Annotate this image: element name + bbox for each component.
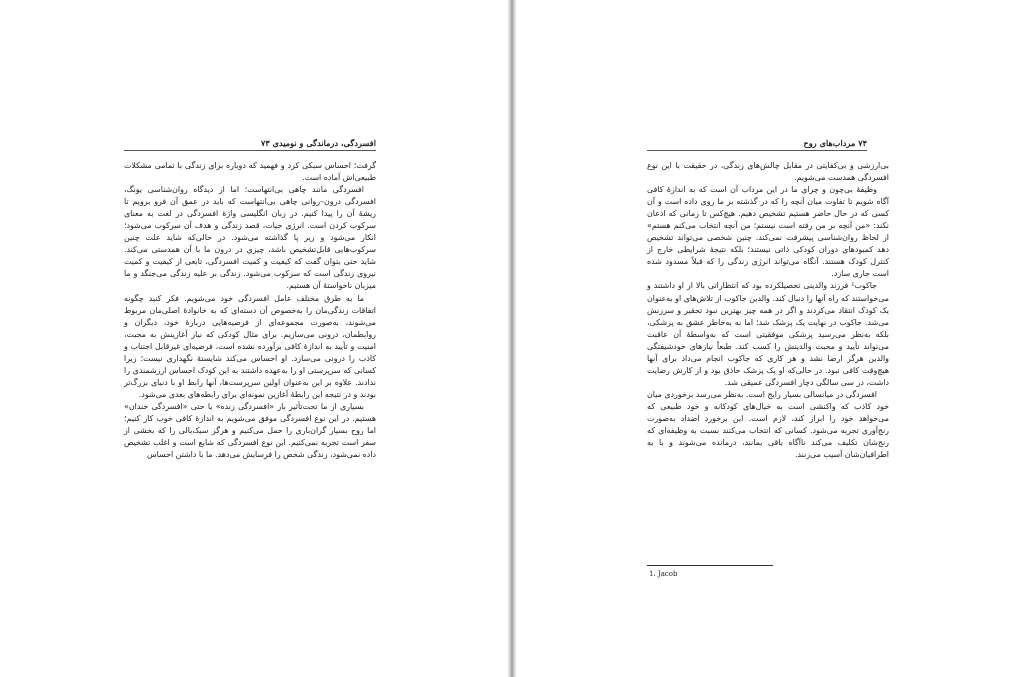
book-gutter: [508, 0, 516, 677]
left-running-head: افسردگی، درماندگی و نومیدی ۷۳: [124, 138, 376, 151]
left-body-text: [124, 160, 376, 461]
left-page: [0, 0, 508, 677]
footnote-rule: [647, 565, 773, 566]
left-paragraph: بسیاری از ما تحت‌تأثیر بار «افسردگی زنده» یا حتی «افسردگی خندان» هستیم. در این نوع افسردگی موفق می‌شویم به اندازهٔ کافی خوب کار کنیم؛ اما روح بسیار گران‌باری را حمل می‌کنیم و هرگز سبک‌بالی را که بخشی از سفر است تجربه نمی‌کنیم. این نوع افسردگی که شایع است و اغلب تشخیص داده نمی‌شود، زندگی شخص را فرسایش می‌دهد. ما با داشتن احساس: [124, 401, 376, 460]
left-paragraph: ما به طرق مختلف عامل افسردگی خود می‌شویم. فکر کنید چگونه اتفاقات زندگی‌مان را به‌خصوص آن دسته‌ای که به خانوادهٔ اصلی‌مان مربوط می‌شوند، به‌صورت مجموعه‌ای از فرضیه‌هایی دربارهٔ خود، دیگران و روابطمان، درونی می‌سازیم. برای مثال کودکی که نیاز آغازینش به محبت، امنیت و تأیید به اندازهٔ کافی برآورده نشده است، فرضیه‌ای غیرقابل اجتناب و کاذب را درونی می‌سازد. او احساس می‌کند شایستهٔ نگهداری نیست؛ زیرا کسانی که سرپرستی او را به‌عهده داشتند به این کودک احساس ارزشمندی را ندادند. علاوه بر این به‌عنوان اولین سرپرست‌ها، آنها رابط او با دنیای بزرگ‌تر بودند و در نتیجه این رابطهٔ آغازین نمونه‌ای برای رابطه‌های بعدی می‌شود.: [124, 293, 376, 399]
right-paragraph: جاکوب¹ فرزند والدینی تحصیلکرده بود که انتظاراتی بالا از او داشتند و می‌خواستند که راه آنها را دنبال کند. والدین جاکوب از تلاش‌های او به‌عنوان یک کودک انتقاد می‌کردند و اگر در همه چیز بهترین نبود تحقیر و سرزنش می‌شد. جاکوب در نهایت یک پزشک شد؛ اما نه به‌خاطر عشق به پزشکی، بلکه به‌نظر می‌رسید پزشکی موفقیتی است که به‌واسطهٔ آن عاقبت می‌تواند تأیید و محبت والدینش را کسب کند. طبعاً نیازهای خودشیفتگی والدین هرگز ارضا نشد و هر کاری که جاکوب انجام می‌داد برای آنها هیچ‌وقت کافی نبود. در حالی‌که او یک پزشک حاذق بود و از کارش رضایت داشت، در سی سالگی دچار افسردگی عمیقی شد.: [647, 281, 889, 387]
right-paragraph: افسردگی در میانسالی بسیار رایج است. به‌نظر می‌رسد برخوردی میان خود کاذب که واکنشی است به خیال‌های کودکانه و خود طبیعی که می‌خواهد خود را ابراز کند، لازم است. این برخورد اضداد به‌صورت رنج‌آوری تجربه می‌شود. کسانی که انتخاب می‌کنند نسبت به وظیفه‌ای که رنج‌شان تکلیف می‌کند ناآگاه باقی بمانند، درمانده می‌شوند و یا به اطرافیان‌شان آسیب می‌زنند.: [647, 389, 889, 460]
right-paragraph: وظیفهٔ بی‌چون و چرای ما در این مرداب آن است که به اندازهٔ کافی آگاه شویم تا تفاوت میان آنچه را که در گذشته بر ما روی داده است و آن کسی که در حال حاضر هستیم تشخیص دهیم. هیچ‌کس تا زمانی که اذعان نکند: «من آنچه بر من رفته است نیستم؛ من آنچه انتخاب می‌کنم هستم» از لحاظ روان‌شناسی پیشرفت نمی‌کند. چنین شخصی می‌تواند تشخیص دهد کمبودهای دوران کودکی ذاتی نیستند؛ بلکه نتیجهٔ شرایطی خارج از کنترل کودک هستند. آنگاه می‌تواند انرژی زندگی را که قبلاً مسدود شده است جاری سازد.: [647, 185, 889, 279]
footnote: 1. Jacob: [649, 570, 678, 578]
left-paragraph: گرفت؛ احساس سبکی کرد و فهمید که دوباره برای زندگی با تمامی مشکلات طبیعی‌اش آماده است.: [124, 161, 376, 183]
left-paragraph: افسردگی مانند چاهی بی‌انتهاست؛ اما از دیدگاه روان‌شناسی یونگ، افسردگی درون–روانی چاهی بی‌انتهاست که باید در عمق آن فرو برویم تا ریشهٔ آن را پیدا کنیم. در زبان انگلیسی واژهٔ افسردگی در لغت به معنای سرکوب کردن است. انرژی حیات، قصد زندگی و هدف آن سرکوب می‌شود؛ انکار می‌شود و زیر پا گذاشته می‌شود. در حالی‌که شاید علت چنین سرکوب‌هایی قابل‌تشخیص باشد، چیزی در درون ما با آن همدستی می‌کند. شاید حتی بتوان گفت که کیفیت و کمیت افسردگی، تابعی از کیفیت و کمیت نیروی زندگی است که سرکوب می‌شود. زندگی بر علیه زندگی می‌جنگد و ما میزبان ناخواستهٔ آن هستیم.: [124, 185, 376, 291]
right-running-head: ۷۴ مرداب‌های روح: [647, 138, 867, 151]
right-page: [516, 0, 1024, 677]
right-paragraph: بی‌ارزشی و بی‌کفایتی در مقابل چالش‌های زندگی، در حقیقت با این نوع افسردگی همدست می‌شویم.: [647, 161, 889, 183]
right-body-text: [647, 160, 889, 461]
